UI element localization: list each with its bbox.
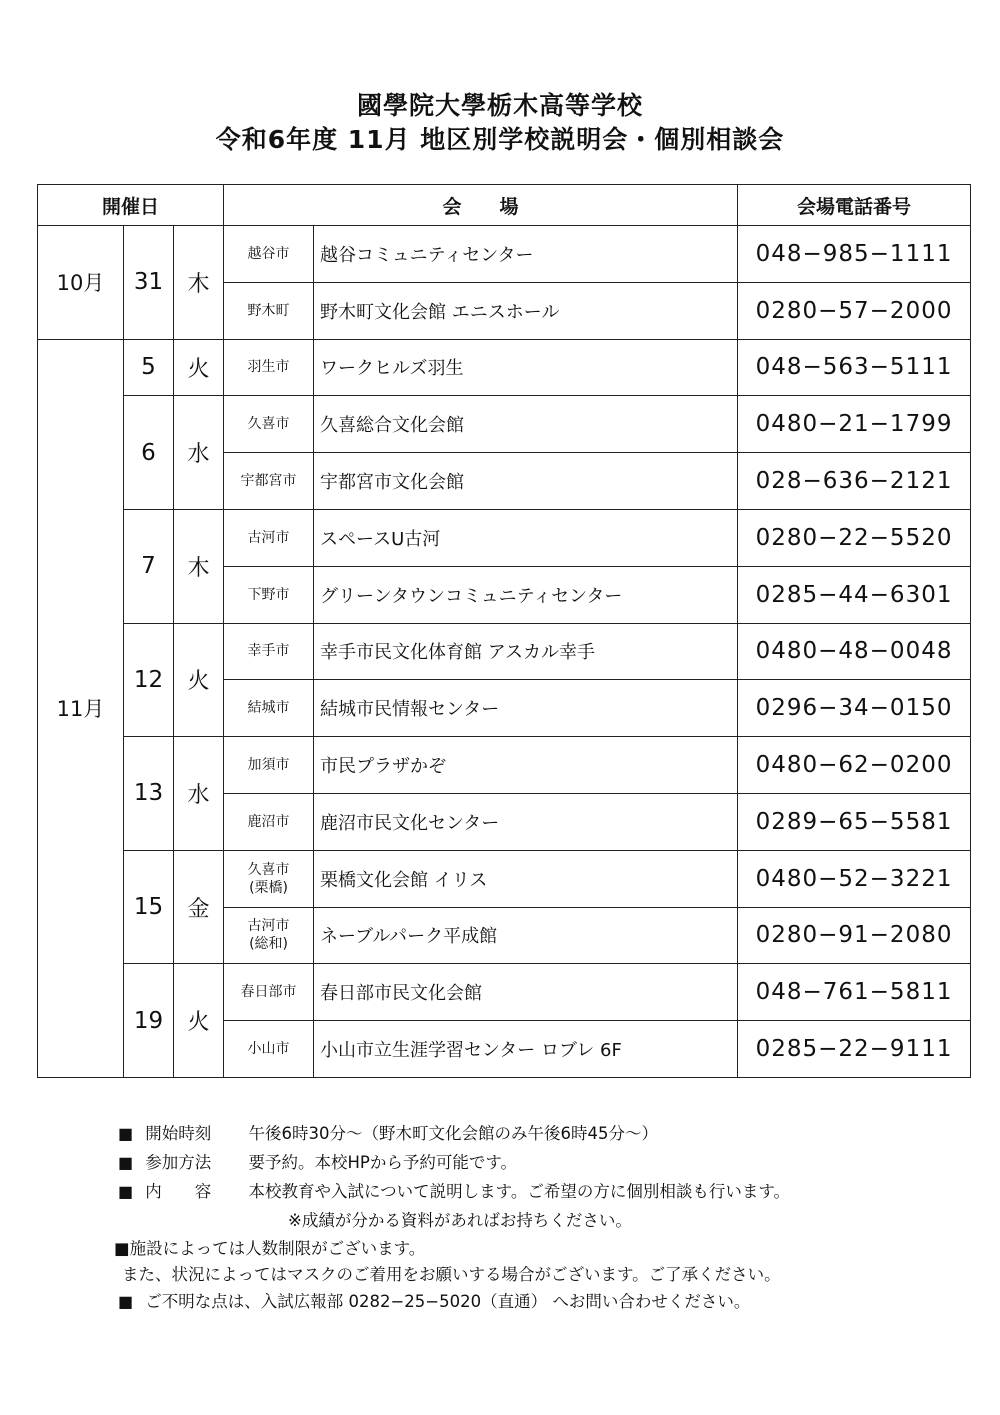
city-name: 幸手市	[247, 643, 290, 660]
phone-cell: 0296−34−0150	[738, 680, 971, 737]
note-label: 開始時刻	[145, 1124, 212, 1143]
city-cell	[224, 850, 314, 907]
bullet-square: ■	[118, 1182, 134, 1201]
day-cell: 13	[124, 737, 174, 851]
notes-section	[114, 1122, 978, 1319]
venue-cell: 小山市立生涯学習センター ロブレ 6F	[314, 1021, 738, 1078]
city-cell	[224, 396, 314, 453]
venue-cell: 市民プラザかぞ	[314, 737, 738, 794]
city-cell	[224, 282, 314, 339]
weekday-cell: 水	[174, 396, 224, 510]
city-name: 古河市	[247, 918, 290, 935]
city-name: 久喜市	[247, 861, 290, 878]
city-name: 古河市	[247, 529, 290, 546]
venue-cell: 宇都宮市文化会館	[314, 453, 738, 510]
header-date: 開催日	[38, 185, 224, 226]
venue-cell: 幸手市民文化体育館 アスカル幸手	[314, 623, 738, 680]
city-name: 小山市	[247, 1041, 290, 1058]
note-text: 要予約。本校HPから予約可能です。	[248, 1153, 518, 1172]
weekday-cell: 木	[174, 226, 224, 340]
note-label: 内 容	[145, 1182, 212, 1201]
city-cell	[224, 793, 314, 850]
phone-cell: 028−636−2121	[738, 453, 971, 510]
city-name: 結城市	[247, 700, 290, 717]
schedule-table	[37, 184, 971, 1078]
note-materials: ※成績が分かる資料があればお持ちください。	[288, 1211, 632, 1230]
header-phone: 会場電話番号	[738, 185, 971, 226]
city-name: 久喜市	[247, 416, 290, 433]
city-name: 宇都宮市	[240, 473, 297, 490]
city-name: 鹿沼市	[247, 813, 290, 830]
weekday-cell: 火	[174, 964, 224, 1078]
phone-cell: 0280−91−2080	[738, 907, 971, 964]
phone-cell: 048−761−5811	[738, 964, 971, 1021]
venue-cell: 越谷コミュニティセンター	[314, 226, 738, 283]
phone-cell: 0285−44−6301	[738, 566, 971, 623]
venue-cell: 栗橋文化会館 イリス	[314, 850, 738, 907]
bullet-square: ■	[118, 1153, 134, 1172]
school-name: 國學院大學栃木高等学校	[356, 91, 643, 120]
day-cell: 15	[124, 850, 174, 964]
venue-cell: 結城市民情報センター	[314, 680, 738, 737]
city-cell	[224, 964, 314, 1021]
venue-cell: ワークヒルズ羽生	[314, 339, 738, 396]
city-cell	[224, 339, 314, 396]
day-cell: 19	[124, 964, 174, 1078]
city-name: 野木町	[247, 302, 290, 319]
table-row	[38, 339, 971, 396]
day-cell: 5	[124, 339, 174, 396]
phone-cell: 0480−62−0200	[738, 737, 971, 794]
note-mask: また、状況によってはマスクのご着用をお願いする場合がございます。ご了承ください。	[122, 1265, 781, 1284]
city-name: 羽生市	[247, 359, 290, 376]
city-name: 下野市	[247, 586, 290, 603]
event-title: 令和6年度 11月 地区別学校説明会・個別相談会	[215, 125, 785, 154]
venue-cell: 春日部市民文化会館	[314, 964, 738, 1021]
city-cell	[224, 907, 314, 964]
day-cell: 7	[124, 509, 174, 623]
month-cell: 11月	[38, 339, 124, 1077]
city-cell	[224, 737, 314, 794]
weekday-cell: 火	[174, 623, 224, 737]
city-cell	[224, 226, 314, 283]
table-row	[38, 737, 971, 794]
note-start-time	[118, 1122, 978, 1146]
table-header-row	[38, 185, 971, 226]
city-name: 越谷市	[247, 245, 290, 262]
city-cell	[224, 509, 314, 566]
table-row	[38, 964, 971, 1021]
table-row	[38, 509, 971, 566]
weekday-cell: 火	[174, 339, 224, 396]
city-cell	[224, 1021, 314, 1078]
bullet-square: ■	[118, 1124, 134, 1143]
city-name: 加須市	[247, 757, 290, 774]
city-cell	[224, 566, 314, 623]
phone-cell: 0480−48−0048	[738, 623, 971, 680]
note-join-method	[118, 1151, 978, 1175]
note-text: 午後6時30分～（野木町文化会館のみ午後6時45分～）	[248, 1124, 658, 1143]
weekday-cell: 木	[174, 509, 224, 623]
city-cell	[224, 453, 314, 510]
phone-cell: 0280−22−5520	[738, 509, 971, 566]
venue-cell: ネーブルパーク平成館	[314, 907, 738, 964]
phone-cell: 0289−65−5581	[738, 793, 971, 850]
venue-cell: 野木町文化会館 エニスホール	[314, 282, 738, 339]
venue-cell: 久喜総合文化会館	[314, 396, 738, 453]
phone-cell: 0480−52−3221	[738, 850, 971, 907]
phone-cell: 0280−57−2000	[738, 282, 971, 339]
day-cell: 12	[124, 623, 174, 737]
month-cell: 10月	[38, 226, 124, 340]
phone-cell: 0480−21−1799	[738, 396, 971, 453]
table-row	[38, 623, 971, 680]
note-label: 参加方法	[145, 1153, 212, 1172]
phone-cell: 048−563−5111	[738, 339, 971, 396]
note-content	[118, 1180, 978, 1204]
header-venue: 会 場	[224, 185, 738, 226]
venue-cell: 鹿沼市民文化センター	[314, 793, 738, 850]
table-row	[38, 226, 971, 283]
city-cell	[224, 680, 314, 737]
table-row	[38, 850, 971, 907]
bullet-square: ■	[118, 1292, 134, 1311]
day-cell: 31	[124, 226, 174, 340]
venue-cell: グリーンタウンコミュニティセンター	[314, 566, 738, 623]
venue-cell: スペースU古河	[314, 509, 738, 566]
note-text: ご不明な点は、入試広報部 0282−25−5020（直通） へお問い合わせください。	[145, 1292, 751, 1311]
phone-cell: 048−985−1111	[738, 226, 971, 283]
note-contact	[118, 1290, 978, 1314]
city-subarea: (栗橋)	[249, 879, 288, 896]
city-name: 春日部市	[240, 984, 297, 1001]
city-subarea: (総和)	[249, 936, 288, 953]
city-cell	[224, 623, 314, 680]
note-facility: ■施設によっては人数制限がございます。	[114, 1239, 426, 1258]
weekday-cell: 金	[174, 850, 224, 964]
note-text: 本校教育や入試について説明します。ご希望の方に個別相談も行います。	[248, 1182, 791, 1201]
weekday-cell: 水	[174, 737, 224, 851]
phone-cell: 0285−22−9111	[738, 1021, 971, 1078]
day-cell: 6	[124, 396, 174, 510]
table-row	[38, 396, 971, 453]
